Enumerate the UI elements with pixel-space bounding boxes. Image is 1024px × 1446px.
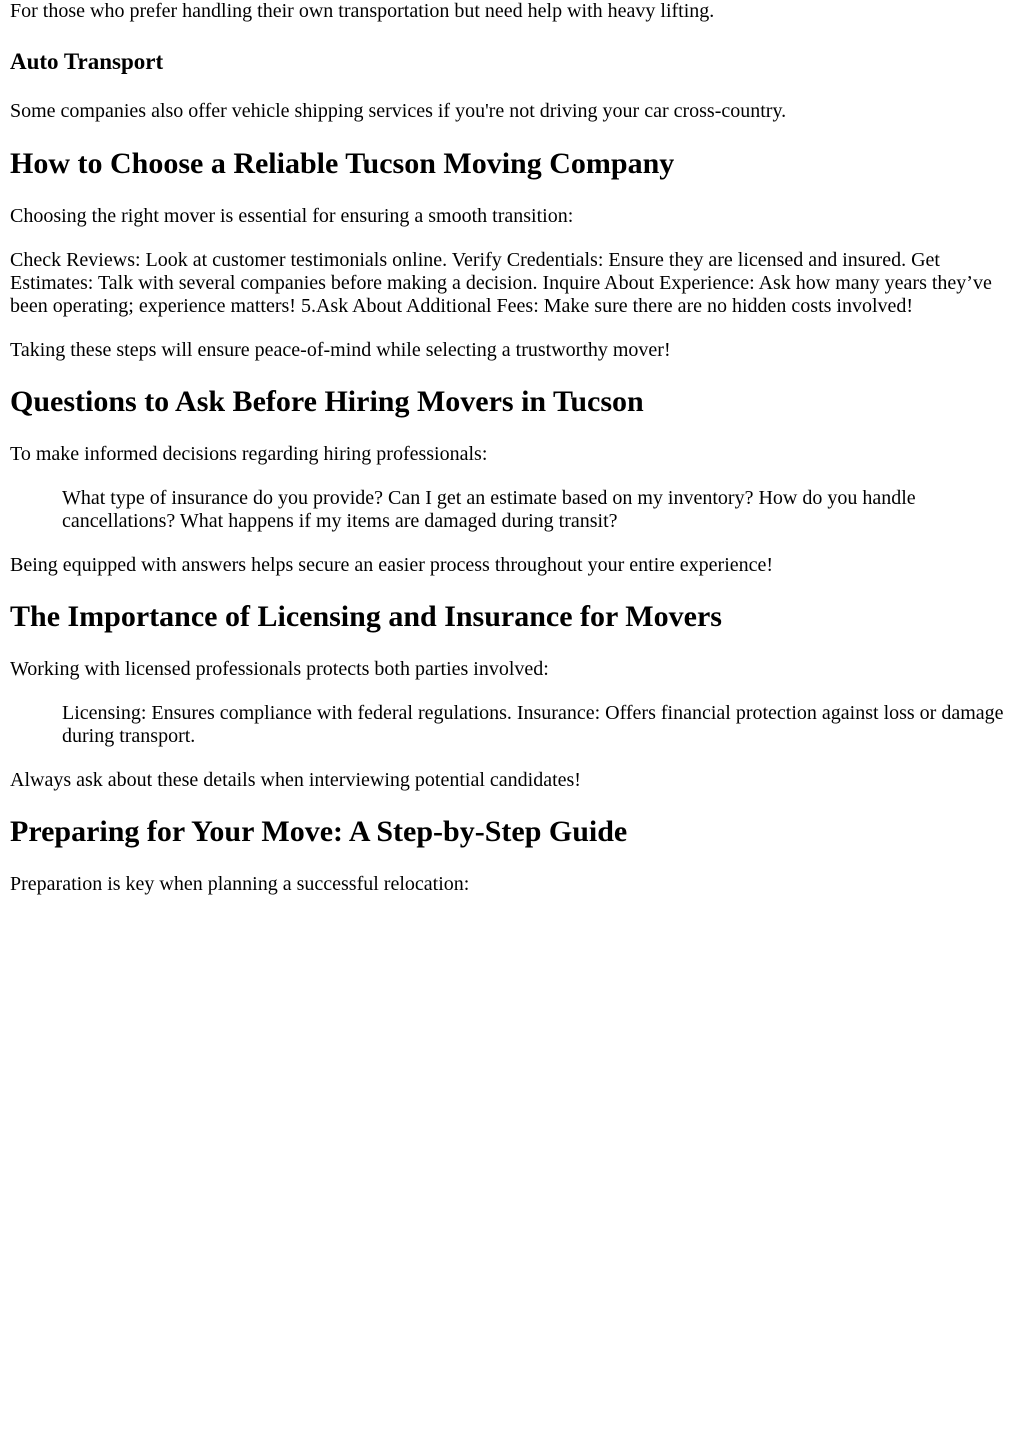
- licensing-list: Licensing: Ensures compliance with federal regulations. Insurance: Offers financial protection against loss or damage during transport.: [62, 702, 1004, 747]
- auto-transport-paragraph: Some companies also offer vehicle shipping services if you're not driving your car cross-country.: [10, 100, 787, 122]
- questions-outro: Being equipped with answers helps secure an easier process throughout your entire experience!: [10, 554, 774, 576]
- intro-paragraph: For those who prefer handling their own transportation but need help with heavy lifting.: [10, 0, 715, 22]
- choose-mover-tips: Check Reviews: Look at customer testimonials online. Verify Credentials: Ensure they are licensed and insured. Get Estimates: Talk with several companies before making a decision. Inquire About Experience: Ask how many years they’ve been operating; experience matters! 5.Ask About Additional Fees: Make sure there are no hidden costs involved!: [10, 249, 992, 317]
- choose-mover-intro: Choosing the right mover is essential for ensuring a smooth transition:: [10, 205, 574, 227]
- licensing-outro: Always ask about these details when interviewing potential candidates!: [10, 769, 581, 791]
- preparing-intro: Preparation is key when planning a successful relocation:: [10, 873, 470, 895]
- questions-blockquote: [62, 487, 1016, 533]
- licensing-intro: Working with licensed professionals protects both parties involved:: [10, 658, 549, 680]
- preparing-heading: Preparing for Your Move: A Step-by-Step Guide: [10, 815, 628, 848]
- auto-transport-heading: Auto Transport: [10, 49, 164, 74]
- choose-mover-outro: Taking these steps will ensure peace-of-mind while selecting a trustworthy mover!: [10, 339, 671, 361]
- questions-list: What type of insurance do you provide? Can I get an estimate based on my inventory? How do you handle cancellations? What happens if my items are damaged during transit?: [62, 487, 916, 532]
- questions-heading: Questions to Ask Before Hiring Movers in Tucson: [10, 385, 644, 418]
- licensing-heading: The Importance of Licensing and Insurance for Movers: [10, 600, 722, 633]
- licensing-blockquote: [62, 702, 1016, 748]
- questions-intro: To make informed decisions regarding hiring professionals:: [10, 443, 488, 465]
- choose-mover-heading: How to Choose a Reliable Tucson Moving Company: [10, 147, 675, 180]
